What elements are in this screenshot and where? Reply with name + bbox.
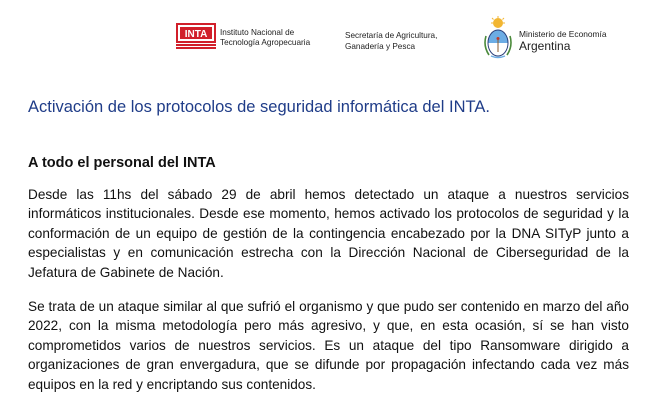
- inta-logo-text: INTA: [184, 29, 208, 40]
- greeting-heading: A todo el personal del INTA: [28, 155, 216, 171]
- paragraph-2: Se trata de un ataque similar al que sufrió el organismo y que pudo ser contenido en marzo del año 2022, con la misma metodología pero más agresivo, y que, en esta ocasión, sí se han visto comprometidos varios de nuestros servicios. Es un ataque del tipo Ransomware dirigido a organizaciones de gran envergadura, que se difunde por propagación infectando cada vez más equipos en la red y encriptando sus contenidos.: [28, 299, 629, 392]
- inta-name-line2: Tecnología Agropecuaria: [220, 38, 311, 47]
- ministerio-name: [519, 29, 607, 53]
- ministerio-line1: Ministerio de Economía: [519, 29, 607, 39]
- inta-name: [220, 28, 310, 48]
- secretaria-name: [345, 30, 437, 52]
- secretaria-line2: Ganadería y Pesca: [345, 42, 416, 51]
- document-title: Activación de los protocolos de seguridad informática del INTA.: [28, 98, 490, 116]
- ministerio-line2: Argentina: [519, 39, 571, 53]
- inta-logo: [176, 23, 216, 51]
- argentina-coat-of-arms-icon: [483, 16, 513, 60]
- letterhead: [0, 0, 663, 70]
- secretaria-line1: Secretaría de Agricultura,: [345, 31, 438, 40]
- paragraph-1: Desde las 11hs del sábado 29 de abril hemos detectado un ataque a nuestros servicios informáticos institucionales. Desde ese momento, hemos activado los protocolos de seguridad y la conformación de un equipo de gestión de la contingencia encabezado por la DNA SITyP junto a especialistas y en comunicación estrecha con la Dirección Nacional de Ciberseguridad de la Jefatura de Gabinete de Nación.: [28, 187, 629, 280]
- inta-name-line1: Instituto Nacional de: [220, 28, 295, 37]
